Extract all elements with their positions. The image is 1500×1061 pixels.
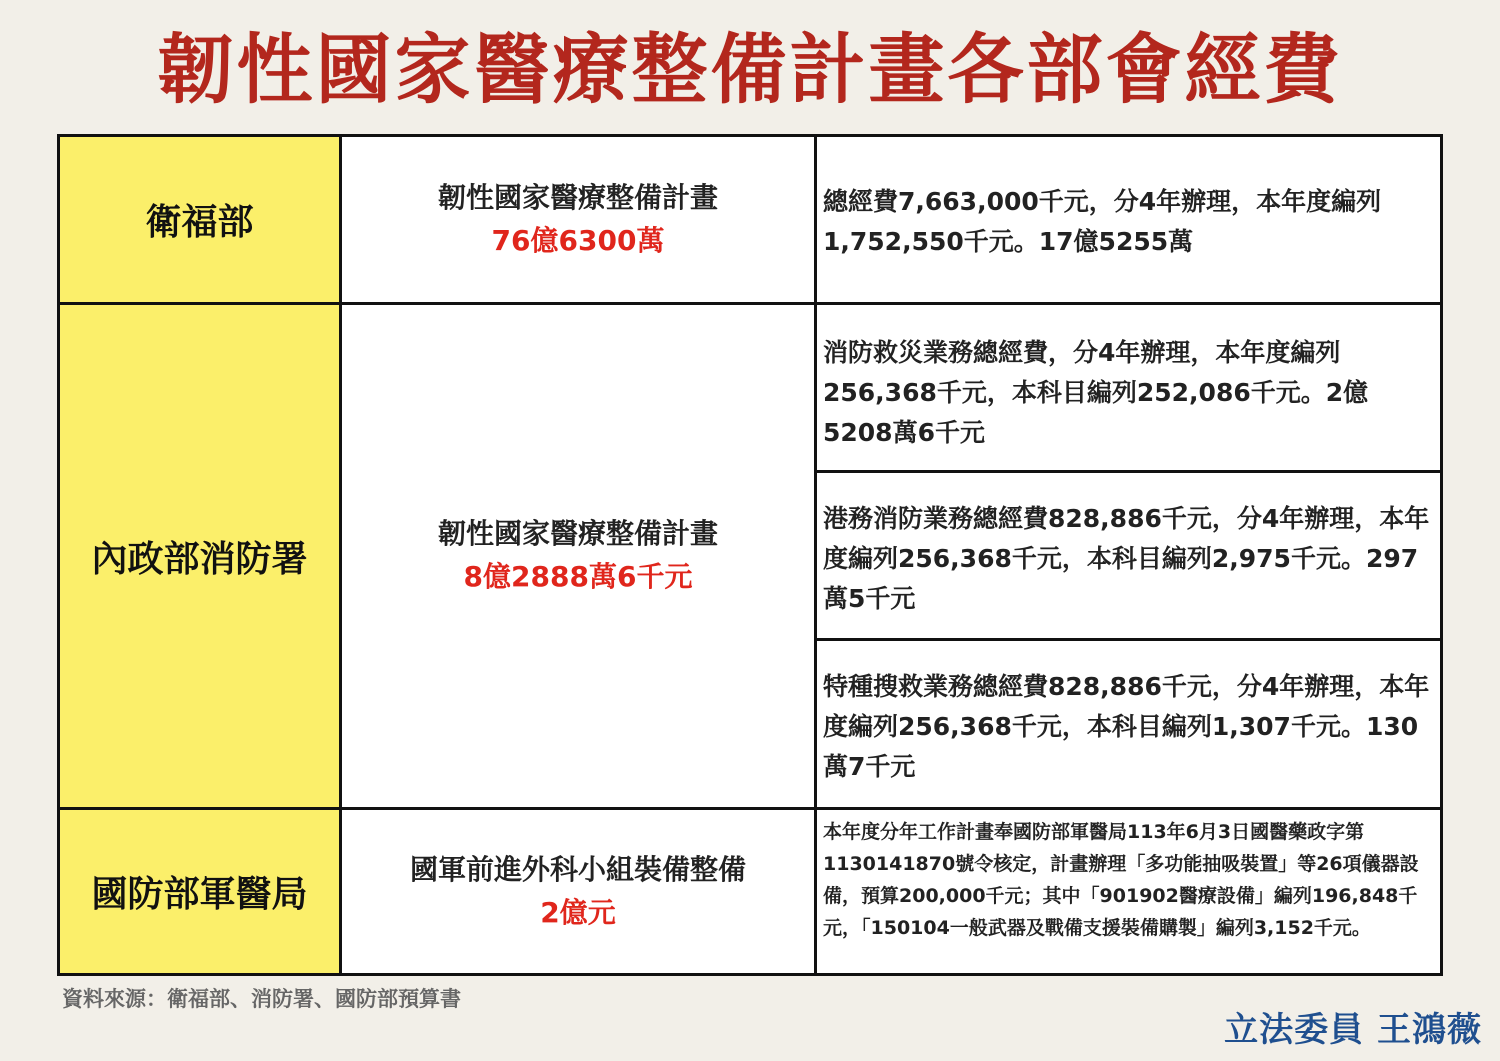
dept-cell-nfa bbox=[60, 305, 342, 810]
detail-cell-mohw bbox=[817, 137, 1440, 305]
detail-text: 總經費7,663,000千元，分4年辦理，本年度編列1,752,550千元。17億5255萬 bbox=[823, 187, 1382, 256]
dept-label: 內政部消防署 bbox=[91, 538, 308, 580]
page-title: 韌性國家醫療整備計畫各部會經費 bbox=[157, 25, 1343, 114]
plan-cell-nfa bbox=[342, 305, 817, 810]
plan-amount: 2億元 bbox=[540, 895, 616, 929]
detail-text: 消防救災業務總經費，分4年辦理，本年度編列256,368千元，本科目編列252,086千元。2億5208萬6千元 bbox=[823, 338, 1369, 447]
dept-label: 國防部軍醫局 bbox=[91, 874, 308, 915]
signature: 立法委員 王鴻薇 bbox=[1224, 1010, 1482, 1050]
detail-cell-nfa-1 bbox=[817, 305, 1440, 473]
plan-cell-mohw bbox=[342, 137, 817, 305]
dept-cell-mohw bbox=[60, 137, 342, 305]
source-note: 資料來源：衛福部、消防署、國防部預算書 bbox=[62, 987, 461, 1011]
detail-text: 特種搜救業務總經費828,886千元，分4年辦理，本年度編列256,368千元，本科目編列1,307千元。130萬7千元 bbox=[823, 672, 1430, 781]
plan-cell-mnd bbox=[342, 810, 817, 973]
detail-cell-mnd bbox=[817, 810, 1440, 973]
dept-label: 衛福部 bbox=[145, 202, 254, 243]
plan-name: 韌性國家醫療整備計畫 bbox=[437, 180, 718, 214]
detail-text: 本年度分年工作計畫奉國防部軍醫局113年6月3日國醫藥政字第1130141870號令核定，計畫辦理「多功能抽吸裝置」等26項儀器設備，預算200,000千元；其中「901902醫療設備」編列196,848千元，「150104一般武器及戰備支援裝備購製」編列3,152千元。 bbox=[823, 821, 1419, 939]
detail-cell-nfa-3 bbox=[817, 641, 1440, 810]
dept-cell-mnd bbox=[60, 810, 342, 973]
detail-text: 港務消防業務總經費828,886千元，分4年辦理，本年度編列256,368千元，本科目編列2,975千元。297萬5千元 bbox=[823, 504, 1430, 613]
plan-amount: 76億6300萬 bbox=[491, 223, 665, 257]
plan-name: 韌性國家醫療整備計畫 bbox=[437, 517, 718, 550]
plan-amount: 8億2888萬6千元 bbox=[463, 560, 693, 593]
detail-cell-nfa-2 bbox=[817, 473, 1440, 641]
plan-name: 國軍前進外科小組裝備整備 bbox=[409, 852, 746, 886]
budget-table bbox=[57, 134, 1443, 976]
